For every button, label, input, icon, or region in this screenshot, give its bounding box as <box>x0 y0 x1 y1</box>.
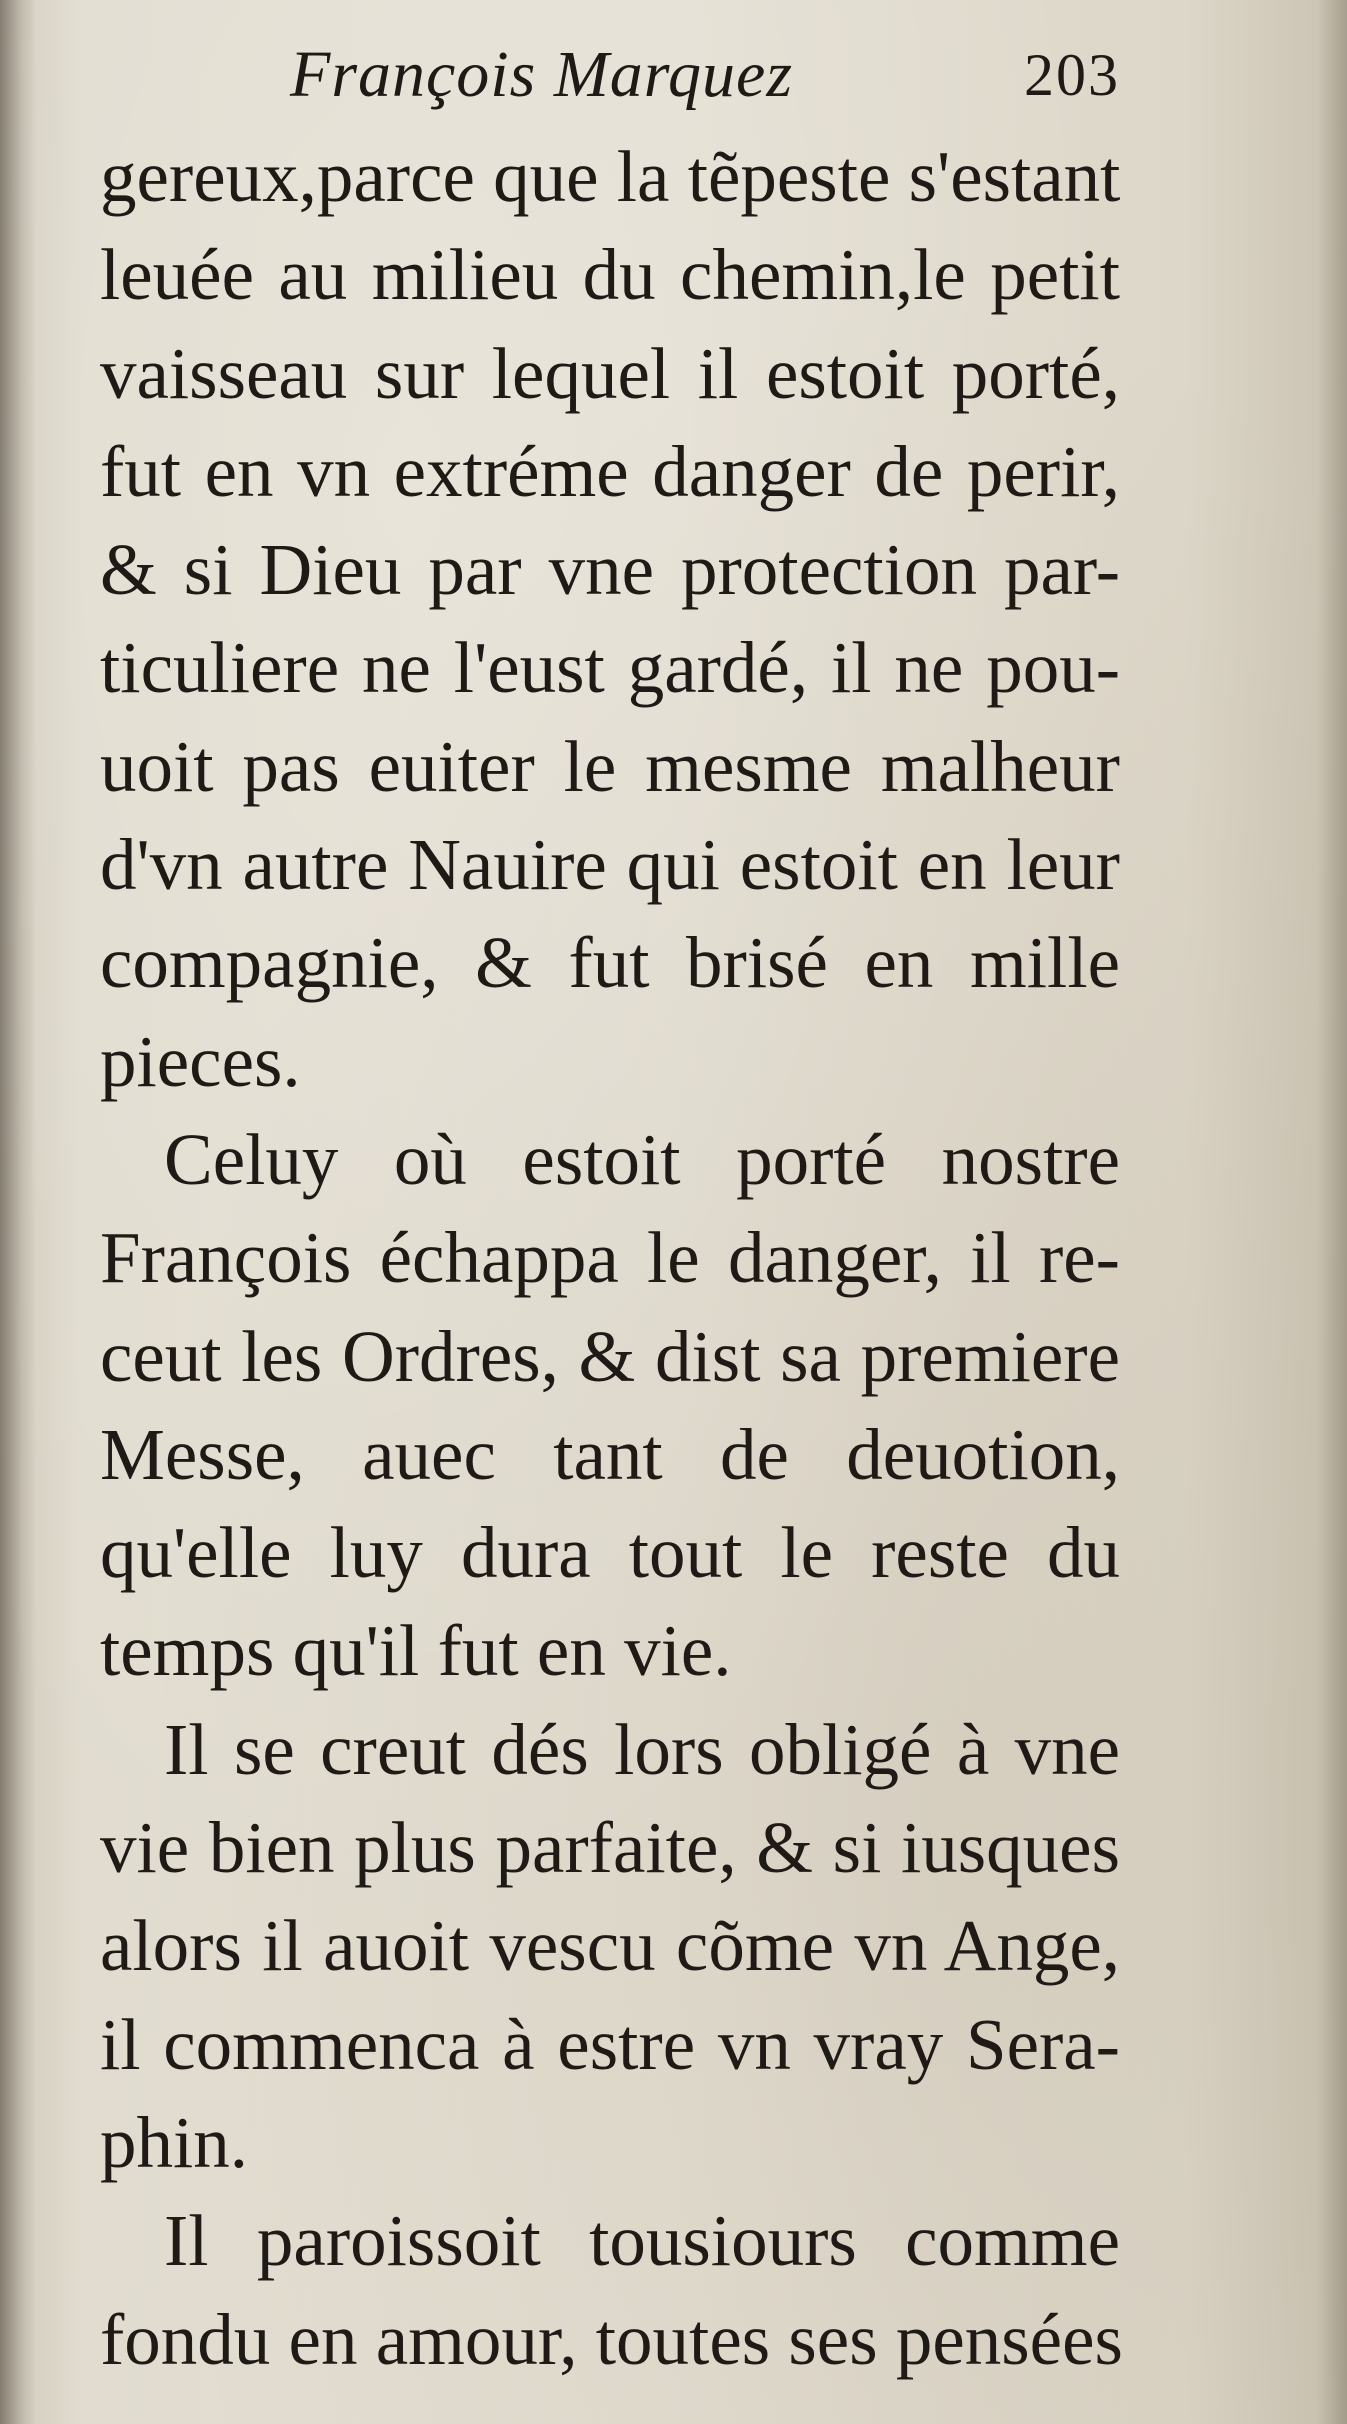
paragraph <box>100 1701 1120 2192</box>
text-line: uoit pas euiter le mesme malheur <box>100 725 1120 807</box>
paragraph <box>100 2192 1123 2389</box>
text-line: ticuliere ne l'eust gardé, il ne pou- <box>100 627 1120 709</box>
text-line: pieces. <box>100 1020 301 1102</box>
text-line: phin. <box>100 2101 249 2183</box>
text-line: d'vn autre Nauire qui estoit en leur <box>100 824 1120 906</box>
text-line: vie bien plus parfaite, & si iusques <box>100 1807 1120 1889</box>
text-line: gereux,parce que la tẽpeste s'estant <box>100 136 1121 217</box>
paragraph <box>100 128 1120 1111</box>
binding-shadow <box>0 0 36 2424</box>
text-line: leuée au milieu du chemin,le petit <box>100 234 1120 316</box>
text-line: François échappa le danger, il re- <box>100 1217 1120 1299</box>
text-line: compagnie, & fut brisé en mille <box>100 922 1120 1004</box>
running-title: François Marquez <box>290 38 794 111</box>
text-line: vaisseau sur lequel il estoit porté, <box>100 332 1120 414</box>
text-line: Il paroissoit tousiours comme <box>164 2200 1120 2282</box>
text-line: temps qu'il fut en vie. <box>100 1610 732 1692</box>
text-line: ceut les Ordres, & dist sa premiere <box>100 1315 1120 1397</box>
running-head <box>100 30 1120 120</box>
page-number: 203 <box>1024 42 1120 108</box>
text-line: qu'elle luy dura tout le reste du <box>100 1512 1120 1594</box>
body-text <box>100 128 1123 2389</box>
paragraph <box>100 1111 1120 1701</box>
text-line: fondu en amour, toutes ses pensées <box>100 2298 1123 2380</box>
page-edge-shadow <box>1317 0 1347 2424</box>
text-line: fut en vn extréme danger de perir, <box>100 430 1120 512</box>
text-line: alors il auoit vescu cõme vn Ange, <box>100 1905 1120 1987</box>
text-line: Messe, auec tant de deuotion, <box>100 1413 1120 1495</box>
text-line: Il se creut dés lors obligé à vne <box>164 1708 1120 1790</box>
text-line: il commenca à estre vn vray Sera- <box>100 2003 1120 2085</box>
text-line: & si Dieu par vne protection par- <box>100 529 1120 611</box>
text-line: Celuy où estoit porté nostre <box>164 1118 1120 1200</box>
